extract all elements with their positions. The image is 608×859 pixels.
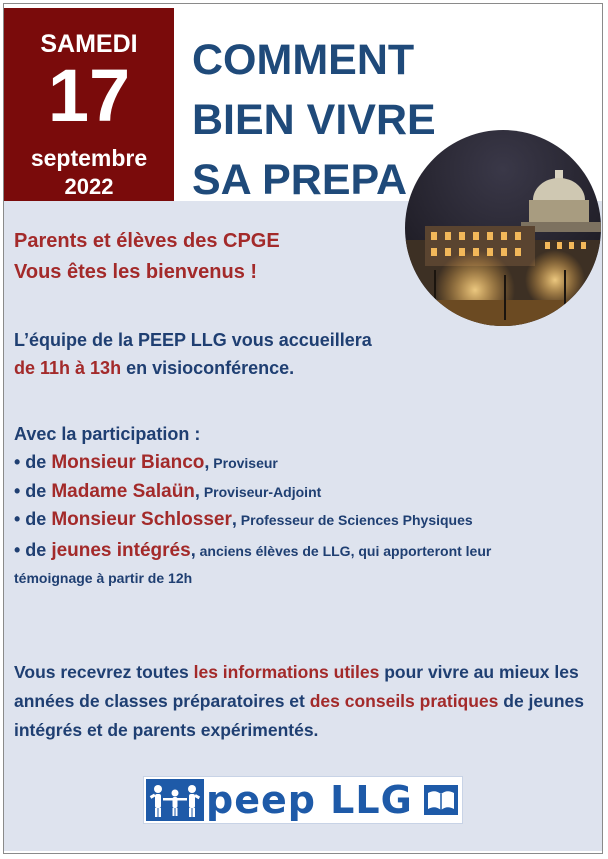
welcome-time: de 11h à 13h [14,358,122,378]
open-book-icon [424,785,458,815]
participant-schlosser: • de Monsieur Schlosser, Professeur de Sciences Physiques [14,509,473,530]
date-year: 2022 [64,174,114,199]
poster-title [192,30,452,210]
participation-heading: Avec la participation : [14,424,201,444]
peep-llg-logo [143,776,463,824]
intro-line-2: Vous êtes les bienvenus ! [14,261,258,283]
participant-role: Professeur de Sciences Physiques [236,512,473,528]
logo-text: peep LLG [206,778,413,822]
family-figures-icon [146,779,204,821]
closing-part-3: de jeunes intégrés et de parents expérimentés. [14,691,584,740]
welcome-line-2 [14,354,372,382]
participant-name: Monsieur Schlosser [51,509,232,530]
closing-part-2: pour vivre au mieux les années de classes préparatoires et [14,662,579,711]
school-night-photo [405,130,601,326]
participant-name: Monsieur Bianco [51,452,205,473]
participation-section [14,420,494,591]
date-day: SAMEDI [40,30,138,58]
participant-role: anciens élèves de LLG, qui apporteront leur témoignage à partir de 12h [14,543,492,586]
date-number: 17 [47,54,131,137]
welcome-paragraph [14,326,372,382]
closing-highlight-1: les informations utiles [193,662,380,682]
bullet-prefix: • de [14,481,52,501]
title-line-1: COMMENT [192,36,415,84]
closing-part-1: Vous recevrez toutes [14,662,194,682]
title-line-3: SA PREPA [192,156,408,204]
bullet-prefix: • de [14,540,52,560]
participant-salaun: • de Madame Salaün, Proviseur-Adjoint [14,481,322,502]
bullet-prefix: • de [14,509,52,529]
closing-paragraph [14,658,584,745]
closing-highlight-2: des conseils pratiques [309,691,499,711]
participant-role: Proviseur [209,455,278,471]
intro-text [14,226,280,288]
participant-name: Madame Salaün [51,481,195,502]
participant-bianco: • de Monsieur Bianco, Proviseur [14,452,278,473]
participant-role: Proviseur-Adjoint [199,484,322,500]
participant-name: jeunes intégrés [51,540,191,561]
date-box [4,8,174,201]
intro-line-1: Parents et élèves des CPGE [14,230,280,252]
welcome-mode: en visioconférence. [121,358,295,378]
welcome-line-1: L’équipe de la PEEP LLG vous accueillera [14,330,372,350]
participant-jeunes-integres: • de jeunes intégrés, anciens élèves de LLG, qui apporteront leur témoignage à partir de 12h [14,540,492,586]
title-line-2: BIEN VIVRE [192,96,436,144]
date-month: septembre [30,145,148,171]
bullet-prefix: • de [14,452,52,472]
